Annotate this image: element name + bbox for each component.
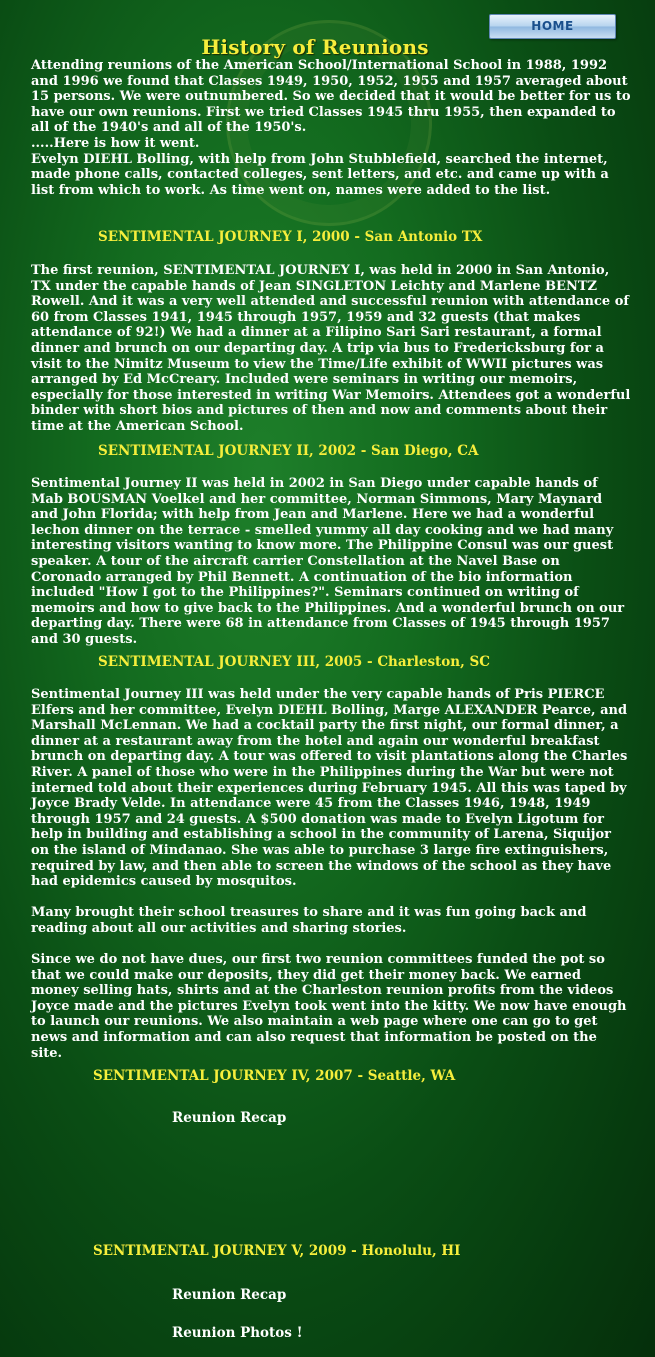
heading-journey-4: SENTIMENTAL JOURNEY IV, 2007 - Seattle, WA <box>93 1068 456 1084</box>
heading-journey-3: SENTIMENTAL JOURNEY III, 2005 - Charleston, SC <box>98 654 491 670</box>
heading-journey-5: SENTIMENTAL JOURNEY V, 2009 - Honolulu, HI <box>93 1243 461 1259</box>
heading-journey-1: SENTIMENTAL JOURNEY I, 2000 - San Antonio TX <box>98 229 483 245</box>
home-button[interactable]: HOME <box>489 14 616 39</box>
body-journey-3: Sentimental Journey III was held under the very capable hands of Pris PIERCE Elfers and her committee, Evelyn DIEHL Bolling, Marge ALEXANDER Pearce, and Marshall McLennan. We had a cocktail party the first night, our formal dinner, a dinner at a restaurant away from the hotel and again our wonderful breakfast brunch on departing day. A tour was offered to visit plantations along the Charles River. A panel of those who were in the Philippines during the War but were not interned told about their experiences during February 1945. All this was taped by Joyce Brady Velde. In attendance were 45 from the Classes 1946, 1948, 1949 through 1957 and 24 guests. A $500 donation was made to Evelyn Ligotum for help in building and establishing a school in the community of Larena, Siquijor on the island of Mindanao. She was able to purchase 3 large fire extinguishers, required by law, and then able to screen the windows of the school as they have had epidemics caused by mosquitos. Many brought their school treasures to share and it was fun going back and reading about all our activities and sharing stories. Since we do not have dues, our first two reunion committees funded the pot so that we could make our deposits, they did get their money back. We earned money selling hats, shirts and at the Charleston reunion profits from the videos Joyce made and the pictures Evelyn took went into the kitty. We now have enough to launch our reunions. We also maintain a web page where one can go to get news and information and can also request that information be posted on the site. <box>31 687 628 1061</box>
page-title: History of Reunions <box>201 35 429 60</box>
journey-5-photos-link[interactable]: Reunion Photos ! <box>172 1325 303 1341</box>
body-journey-2: Sentimental Journey II was held in 2002 in San Diego under capable hands of Mab BOUSMAN Voelkel and her committee, Norman Simmons, Mary Maynard and John Florida; with help from Jean and Marlene. Here we had a wonderful lechon dinner on the terrace - smelled yummy all day cooking and we had many interesting visitors wanting to know more. The Philippine Consul was our guest speaker. A tour of the aircraft carrier Constellation at the Navel Base on Coronado arranged by Phil Bennett. A continuation of the bio information included "How I got to the Philippines?". Seminars continued on writing of memoirs and how to give back to the Philippines. And a wonderful brunch on our departing day. There were 68 in attendance from Classes of 1945 through 1957 and 30 guests. <box>31 476 625 647</box>
journey-4-recap-link[interactable]: Reunion Recap <box>172 1110 287 1126</box>
heading-journey-2: SENTIMENTAL JOURNEY II, 2002 - San Diego, CA <box>98 443 479 459</box>
journey-5-recap-link[interactable]: Reunion Recap <box>172 1287 287 1303</box>
body-journey-1: The first reunion, SENTIMENTAL JOURNEY I, was held in 2000 in San Antonio, TX under the capable hands of Jean SINGLETON Leichty and Marlene BENTZ Rowell. And it was a very well attended and successful reunion with attendance of 60 from Classes 1941, 1945 through 1957, 1959 and 32 guests (that makes attendance of 92!) We had a dinner at a Filipino Sari Sari restaurant, a formal dinner and brunch on our departing day. A trip via bus to Fredericksburg for a visit to the Nimitz Museum to view the Time/Life exhibit of WWII pictures was arranged by Ed McCreary. Included were seminars in writing our memoirs, especially for those interested in writing War Memoirs. Attendees got a wonderful binder with short bios and pictures of then and now and comments about their time at the American School. <box>31 263 631 434</box>
intro-paragraph: Attending reunions of the American School/International School in 1988, 1992 and 1996 we found that Classes 1949, 1950, 1952, 1955 and 1957 averaged about 15 persons. We were outnumbered. So we decided that it would be better for us to have our own reunions. First we tried Classes 1945 thru 1955, then expanded to all of the 1940's and all of the 1950's. .....Here is how it went. Evelyn DIEHL Bolling, with help from John Stubblefield, searched the internet, made phone calls, contacted colleges, sent letters, and etc. and came up with a list from which to work. As time went on, names were added to the list. <box>31 58 631 198</box>
